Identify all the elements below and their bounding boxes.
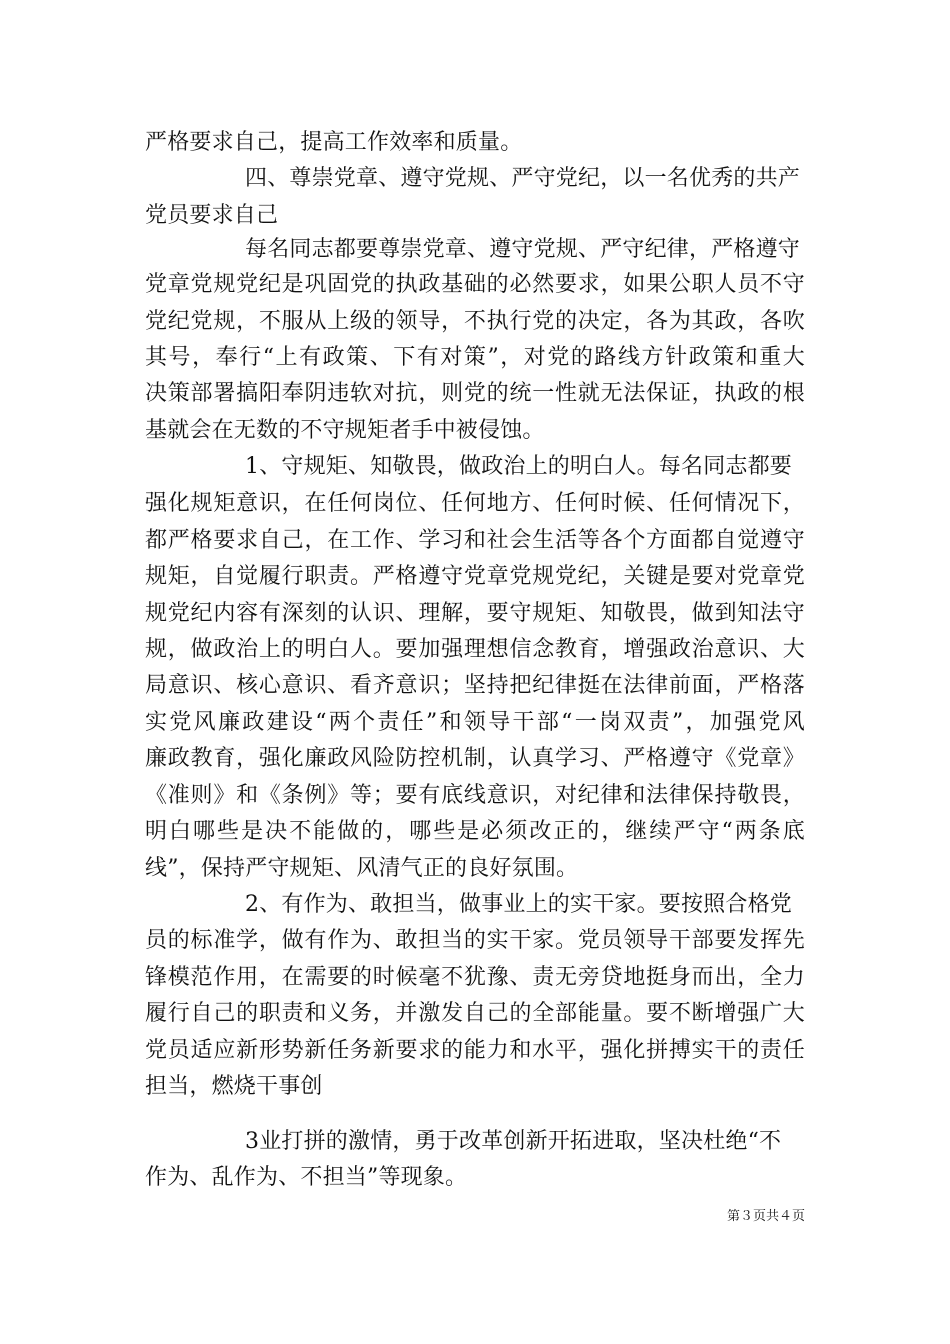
text-line: 锋模范作用，在需要的时候毫不犹豫、责无旁贷地挺身而出，全力 — [145, 965, 805, 990]
text-line: 2、有作为、敢担当，做事业上的实干家。要按照合格党 — [245, 892, 792, 917]
text-line: 明白哪些是决不能做的，哪些是必须改正的，继续严守“两条底 — [145, 819, 805, 844]
text-line: 1、守规矩、知敬畏，做政治上的明白人。每名同志都要 — [245, 454, 792, 479]
text-line: 作为、乱作为、不担当”等现象。 — [145, 1165, 468, 1190]
text-line: 局意识、核心意识、看齐意识；坚持把纪律挺在法律前面，严格落 — [145, 673, 805, 698]
text-line: 履行自己的职责和义务，并激发自己的全部能量。要不断增强广大 — [145, 1001, 805, 1026]
section-heading: 四、尊崇党章、遵守党规、严守党纪，以一名优秀的共产 — [245, 166, 801, 191]
text-line: 3业打拼的激情，勇于改革创新开拓进取，坚决杜绝“不 — [245, 1129, 782, 1154]
section-heading-cont: 党员要求自己 — [145, 203, 279, 228]
text-line: 基就会在无数的不守规矩者手中被侵蚀。 — [145, 418, 545, 443]
text-line: 员的标准学，做有作为、敢担当的实干家。党员领导干部要发挥先 — [145, 928, 805, 953]
text-line: 线”，保持严守规矩、风清气正的良好氛围。 — [145, 856, 579, 881]
text-line: 担当，燃烧干事创 — [145, 1074, 323, 1099]
text-line: 党纪党规，不服从上级的领导，不执行党的决定，各为其政，各吹 — [145, 309, 805, 334]
text-line: 党章党规党纪是巩固党的执政基础的必然要求，如果公职人员不守 — [145, 272, 805, 297]
text-line: 规，做政治上的明白人。要加强理想信念教育，增强政治意识、大 — [145, 637, 805, 662]
text-line: 廉政教育，强化廉政风险防控机制，认真学习、严格遵守《党章》 — [145, 746, 805, 771]
text-line: 党员适应新形势新任务新要求的能力和水平，强化拼搏实干的责任 — [145, 1038, 805, 1063]
text-line: 决策部署搞阳奉阴违软对抗，则党的统一性就无法保证，执政的根 — [145, 381, 805, 406]
text-line: 其号，奉行“上有政策、下有对策”，对党的路线方针政策和重大 — [145, 345, 805, 370]
text-line: 《准则》和《条例》等；要有底线意识，对纪律和法律保持敬畏， — [145, 783, 805, 808]
text-line: 强化规矩意识，在任何岗位、任何地方、任何时候、任何情况下， — [145, 491, 805, 516]
text-line: 实党风廉政建设“两个责任”和领导干部“一岗双责”，加强党风 — [145, 710, 805, 735]
text-line: 都严格要求自己，在工作、学习和社会生活等各个方面都自觉遵守 — [145, 528, 805, 553]
text-line: 每名同志都要尊崇党章、遵守党规、严守纪律，严格遵守 — [245, 237, 801, 262]
text-line: 规矩，自觉履行职责。严格遵守党章党规党纪，关键是要对党章党 — [145, 564, 805, 589]
page-number: 第３页共４页 — [726, 1209, 805, 1224]
text-line: 规党纪内容有深刻的认识、理解，要守规矩、知敬畏，做到知法守 — [145, 601, 805, 626]
text-line: 严格要求自己，提高工作效率和质量。 — [145, 130, 523, 155]
